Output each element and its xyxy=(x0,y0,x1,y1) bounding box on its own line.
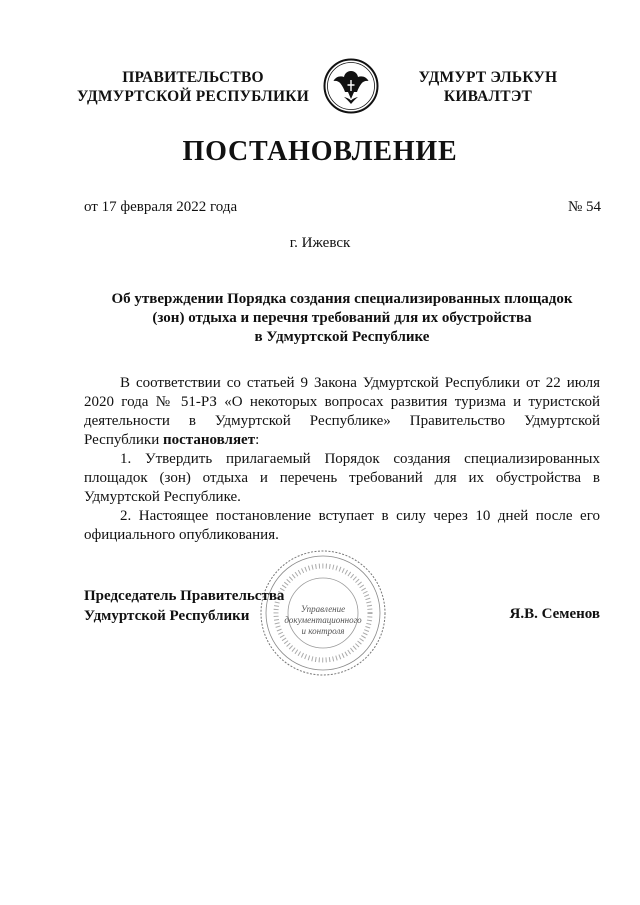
issuer-line-1: ПРАВИТЕЛЬСТВО xyxy=(122,69,264,86)
document-title: ПОСТАНОВЛЕНИЕ xyxy=(182,136,458,167)
signatory-position xyxy=(84,586,284,626)
document-number: № 54 xyxy=(567,199,601,215)
subject-line-1: Об утверждении Порядка создания специализированных площадок xyxy=(111,291,573,307)
body-paragraph-preamble xyxy=(84,374,600,450)
document-city: г. Ижевск xyxy=(289,235,351,251)
subject-line-3: в Удмуртской Республике xyxy=(254,329,430,345)
document-body xyxy=(84,374,600,545)
stamp-line-3: и контроля xyxy=(301,626,345,636)
body-paragraph-item-2: 2. Настоящее постановление вступает в силу через 10 дней после его официального опубликования. xyxy=(84,508,600,543)
signatory-position-line-1: Председатель Правительства xyxy=(84,588,285,604)
coat-of-arms-icon xyxy=(323,58,379,114)
document-date: от 17 февраля 2022 года xyxy=(84,199,238,215)
issuer-name-russian xyxy=(62,68,324,106)
document-subject xyxy=(92,290,592,347)
subject-line-2: (зон) отдыха и перечня требований для их обустройства xyxy=(152,310,532,326)
issuer-udmurt-line-2: КИВАЛТЭТ xyxy=(443,88,533,105)
preamble-text: В соответствии со статьей 9 Закона Удмуртской Республики от 22 июля 2020 года № 51-РЗ «О некоторых вопросах развития туризма и туристской деятельности в Удмуртской Республике» Правительство Удмуртской Республики xyxy=(84,375,600,448)
issuer-line-2: УДМУРТСКОЙ РЕСПУБЛИКИ xyxy=(77,88,309,105)
preamble-end: : xyxy=(255,432,260,448)
signatory-name: Я.В. Семенов xyxy=(509,606,600,622)
signatory-position-line-2: Удмуртской Республики xyxy=(84,608,250,624)
stamp-line-1: Управление xyxy=(300,604,346,614)
stamp-line-2: документационного xyxy=(284,615,362,625)
decree-keyword: постановляет xyxy=(163,432,256,448)
issuer-udmurt-line-1: УДМУРТ ЭЛЬКУН xyxy=(418,69,558,86)
body-paragraph-item-1: 1. Утвердить прилагаемый Порядок создания специализированных площадок (зон) отдыха и перечень требований для их обустройства в Удмуртской Республике. xyxy=(84,451,600,505)
stamp-text xyxy=(270,604,376,637)
issuer-name-udmurt xyxy=(388,68,588,106)
